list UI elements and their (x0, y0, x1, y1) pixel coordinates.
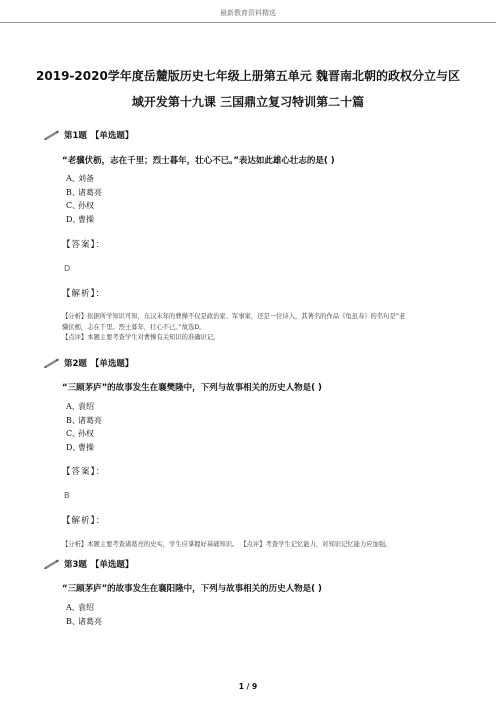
question-3-options (66, 601, 102, 628)
option-a: A、 袁绍 (66, 402, 94, 411)
title-line-1: 2019-2020学年度岳麓版历史七年级上册第五单元 魏晋南北朝的政权分立与区 (36, 69, 460, 83)
question-type: 【单选题】 (90, 131, 134, 141)
question-2-options (66, 400, 102, 454)
question-3-header (44, 557, 133, 571)
analysis-line: 【点评】本题主要考查学生对曹操有关知识的准确识记。 (62, 334, 220, 341)
page-header-note: 最新教育资料精选 (220, 9, 276, 17)
option-a: A、 刘备 (66, 174, 94, 183)
analysis-line: 【分析】本题主要考查诸葛亮的史实，学生应掌握好基础知识。 【点评】考查学生记忆能力，对知识记忆能力应加强。 (62, 541, 392, 548)
question-2-analysis (62, 540, 440, 551)
page-number: 1 / 9 (238, 682, 258, 691)
document-title (36, 63, 460, 115)
option-a: A、 袁绍 (66, 603, 94, 612)
option-d: D、 曹操 (66, 442, 94, 452)
title-line-2: 域开发第十九课 三国鼎立复习特训第二十篇 (131, 95, 365, 109)
pen-icon (44, 130, 60, 140)
option-c: C、 孙权 (66, 429, 94, 438)
question-number: 第3题 (64, 560, 87, 570)
analysis-line: 骥伏枥，志在千里。烈士暮年，壮心不已。”故选D。 (62, 323, 206, 331)
analysis-label: 【解析】： (62, 516, 106, 526)
answer-value: B (64, 491, 70, 500)
question-number: 第2题 (64, 359, 87, 369)
question-number: 第1题 (64, 131, 87, 141)
question-type: 【单选题】 (90, 359, 134, 369)
analysis-line: 【分析】依据所学知识可知，东汉末年的曹操不仅是政治家、军事家，还是一位诗人，其著名的作品《龟虽寿》的名句是“老 (62, 313, 406, 320)
question-1-analysis (62, 312, 440, 344)
question-1-stem: “老骥伏枥，志在千里；烈士暮年，壮心不已。”表达如此雄心壮志的是( ) (62, 156, 335, 166)
answer-value: D (64, 264, 71, 273)
question-1-options (66, 172, 102, 226)
answer-label: 【答案】： (62, 240, 106, 250)
header-divider (0, 22, 496, 23)
pen-icon (44, 559, 60, 569)
option-d: D、 曹操 (66, 214, 94, 224)
question-2-header (44, 356, 133, 370)
analysis-label: 【解析】： (62, 289, 106, 299)
question-type: 【单选题】 (90, 560, 134, 570)
option-b: B、 诸葛亮 (66, 415, 102, 425)
question-1-header (44, 128, 133, 142)
question-3-stem: “三顾茅庐”的故事发生在襄阳隆中，下列与故事相关的历史人物是( ) (62, 584, 322, 594)
question-2-stem: “三顾茅庐”的故事发生在襄樊隆中，下列与故事相关的历史人物是( ) (62, 383, 322, 393)
option-b: B、 诸葛亮 (66, 616, 102, 626)
pen-icon (44, 358, 60, 368)
option-c: C、 孙权 (66, 201, 94, 210)
answer-label: 【答案】： (62, 467, 106, 477)
option-b: B、 诸葛亮 (66, 187, 102, 197)
